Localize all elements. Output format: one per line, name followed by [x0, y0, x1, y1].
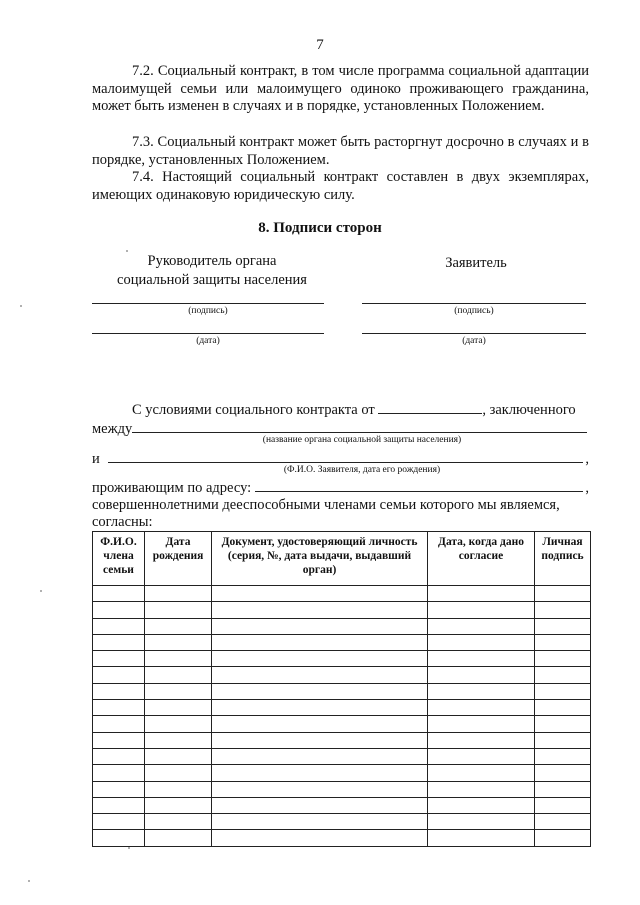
table-cell[interactable]: [93, 765, 145, 781]
table-cell[interactable]: [428, 667, 535, 683]
table-cell[interactable]: [93, 830, 145, 846]
scan-speck: [28, 880, 30, 882]
column-header-consent-date: Дата, когда дано согласие: [428, 532, 535, 586]
table-cell[interactable]: [428, 683, 535, 699]
consent-line-4: [92, 478, 589, 496]
table-row: [93, 700, 591, 716]
table-cell[interactable]: [535, 634, 591, 650]
table-cell[interactable]: [535, 814, 591, 830]
applicant-caption: (Ф.И.О. Заявителя, дата его рождения): [283, 465, 441, 475]
signatory-left-title-line2: социальной защиты населения: [117, 272, 307, 288]
table-row: [93, 667, 591, 683]
address-suffix: ,: [585, 480, 589, 496]
signatures-heading: 8. Подписи сторон: [258, 220, 382, 236]
table-cell[interactable]: [212, 781, 428, 797]
table-cell[interactable]: [535, 618, 591, 634]
paragraph-7-2: 7.2. Социальный контракт, в том числе программа социальной адаптации малоимущей семьи или малоимущего одиноко проживающего гражданина, может быть изменен в случаях и в порядке, установленных Положением.: [92, 63, 589, 114]
table-cell[interactable]: [535, 716, 591, 732]
consent-line-1: [92, 400, 589, 418]
paragraph-7-4: 7.4. Настоящий социальный контракт составлен в двух экземплярах, имеющих одинаковую юридическую силу.: [92, 169, 589, 203]
table-row: [93, 586, 591, 602]
left-signature-line[interactable]: [92, 303, 324, 304]
table-cell[interactable]: [212, 830, 428, 846]
table-cell[interactable]: [145, 651, 212, 667]
consent-line-3-prefix: и: [92, 451, 100, 467]
table-cell[interactable]: [145, 814, 212, 830]
table-row: [93, 814, 591, 830]
table-row: [93, 797, 591, 813]
table-cell[interactable]: [93, 667, 145, 683]
table-cell[interactable]: [145, 748, 212, 764]
table-cell[interactable]: [145, 634, 212, 650]
table-cell[interactable]: [428, 586, 535, 602]
table-cell[interactable]: [93, 586, 145, 602]
table-cell[interactable]: [93, 732, 145, 748]
table-cell[interactable]: [428, 602, 535, 618]
table-cell[interactable]: [93, 797, 145, 813]
column-header-document: Документ, удостоверяющий личность (серия, №, дата выдачи, выдавший орган): [212, 532, 428, 586]
table-cell[interactable]: [145, 797, 212, 813]
table-cell[interactable]: [93, 781, 145, 797]
table-cell[interactable]: [212, 602, 428, 618]
table-cell[interactable]: [212, 651, 428, 667]
table-cell[interactable]: [428, 700, 535, 716]
consent-line-6: согласны:: [92, 514, 153, 530]
table-cell[interactable]: [212, 732, 428, 748]
address-prefix: проживающим по адресу:: [92, 480, 252, 496]
table-cell[interactable]: [145, 667, 212, 683]
table-cell[interactable]: [145, 618, 212, 634]
table-cell[interactable]: [93, 602, 145, 618]
consent-line-2-prefix: между: [92, 421, 133, 437]
signatory-left-title-line1: Руководитель органа: [147, 253, 277, 269]
table-cell[interactable]: [212, 667, 428, 683]
table-cell[interactable]: [428, 830, 535, 846]
organization-caption: (название органа социальной защиты населения): [262, 435, 462, 445]
paragraph-7-3: 7.3. Социальный контракт может быть расторгнут досрочно в случаях и в порядке, установленных Положением.: [92, 134, 589, 168]
table-cell[interactable]: [428, 814, 535, 830]
table-cell[interactable]: [145, 602, 212, 618]
column-header-birthdate: Дата рождения: [145, 532, 212, 586]
table-cell[interactable]: [212, 683, 428, 699]
table-row: [93, 651, 591, 667]
table-row: [93, 716, 591, 732]
table-row: [93, 618, 591, 634]
table-row: [93, 683, 591, 699]
right-date-caption: (дата): [462, 336, 486, 346]
table-cell[interactable]: [535, 797, 591, 813]
table-cell[interactable]: [428, 765, 535, 781]
table-cell[interactable]: [535, 830, 591, 846]
column-header-name: Ф.И.О. члена семьи: [93, 532, 145, 586]
table-cell[interactable]: [93, 683, 145, 699]
table-cell[interactable]: [212, 634, 428, 650]
table-cell[interactable]: [428, 651, 535, 667]
table-cell[interactable]: [212, 618, 428, 634]
applicant-name-blank[interactable]: [108, 449, 584, 463]
table-cell[interactable]: [535, 700, 591, 716]
table-cell[interactable]: [428, 797, 535, 813]
table-cell[interactable]: [535, 748, 591, 764]
table-cell[interactable]: [535, 651, 591, 667]
table-cell[interactable]: [93, 618, 145, 634]
table-cell[interactable]: [145, 586, 212, 602]
table-cell[interactable]: [428, 716, 535, 732]
table-cell[interactable]: [428, 618, 535, 634]
signatory-right-title: Заявитель: [445, 255, 507, 271]
table-cell[interactable]: [535, 602, 591, 618]
table-cell[interactable]: [145, 830, 212, 846]
scan-speck: [20, 305, 22, 307]
table-cell[interactable]: [93, 651, 145, 667]
right-signature-caption: (подпись): [454, 306, 494, 316]
table-cell[interactable]: [212, 700, 428, 716]
column-header-signature: Личная подпись: [535, 532, 591, 586]
table-row: [93, 748, 591, 764]
table-cell[interactable]: [428, 748, 535, 764]
table-cell[interactable]: [145, 732, 212, 748]
table-cell[interactable]: [428, 781, 535, 797]
table-cell[interactable]: [93, 700, 145, 716]
consent-line-5: совершеннолетними дееспособными членами семьи которого мы являемся,: [92, 497, 560, 513]
table-cell[interactable]: [212, 797, 428, 813]
table-cell[interactable]: [145, 781, 212, 797]
table-cell[interactable]: [212, 814, 428, 830]
table-cell[interactable]: [428, 732, 535, 748]
left-date-caption: (дата): [196, 336, 220, 346]
table-cell[interactable]: [93, 814, 145, 830]
consent-line-3-suffix: ,: [585, 451, 589, 467]
family-members-table: [92, 531, 591, 847]
table-cell[interactable]: [212, 765, 428, 781]
scan-speck: [126, 250, 128, 252]
contract-date-blank[interactable]: [378, 400, 482, 414]
table-cell[interactable]: [93, 716, 145, 732]
table-cell[interactable]: [145, 683, 212, 699]
right-date-line[interactable]: [362, 333, 586, 334]
table-cell[interactable]: [145, 700, 212, 716]
table-cell[interactable]: [93, 748, 145, 764]
table-cell[interactable]: [428, 634, 535, 650]
table-cell[interactable]: [93, 634, 145, 650]
table-cell[interactable]: [535, 781, 591, 797]
page-number: 7: [316, 37, 324, 53]
address-blank[interactable]: [255, 478, 583, 492]
consent-line-1-prefix: С условиями социального контракта от: [132, 402, 375, 418]
consent-line-1-suffix: , заключенного: [482, 402, 576, 418]
table-row: [93, 830, 591, 846]
table-cell[interactable]: [535, 667, 591, 683]
table-row: [93, 634, 591, 650]
table-row: [93, 602, 591, 618]
left-date-line[interactable]: [92, 333, 324, 334]
table-row: [93, 765, 591, 781]
table-cell[interactable]: [145, 765, 212, 781]
table-cell[interactable]: [535, 683, 591, 699]
left-signature-caption: (подпись): [188, 306, 228, 316]
organization-name-blank[interactable]: [132, 419, 587, 433]
table-cell[interactable]: [212, 716, 428, 732]
table-cell[interactable]: [212, 586, 428, 602]
scan-speck: [128, 847, 130, 849]
table-header-row: [93, 532, 591, 586]
table-cell[interactable]: [145, 716, 212, 732]
table-cell[interactable]: [535, 765, 591, 781]
table-cell[interactable]: [212, 748, 428, 764]
table-cell[interactable]: [535, 586, 591, 602]
table-cell[interactable]: [535, 732, 591, 748]
table-row: [93, 781, 591, 797]
right-signature-line[interactable]: [362, 303, 586, 304]
signatory-left-title: [92, 252, 332, 290]
scan-speck: [40, 590, 42, 592]
table-row: [93, 732, 591, 748]
